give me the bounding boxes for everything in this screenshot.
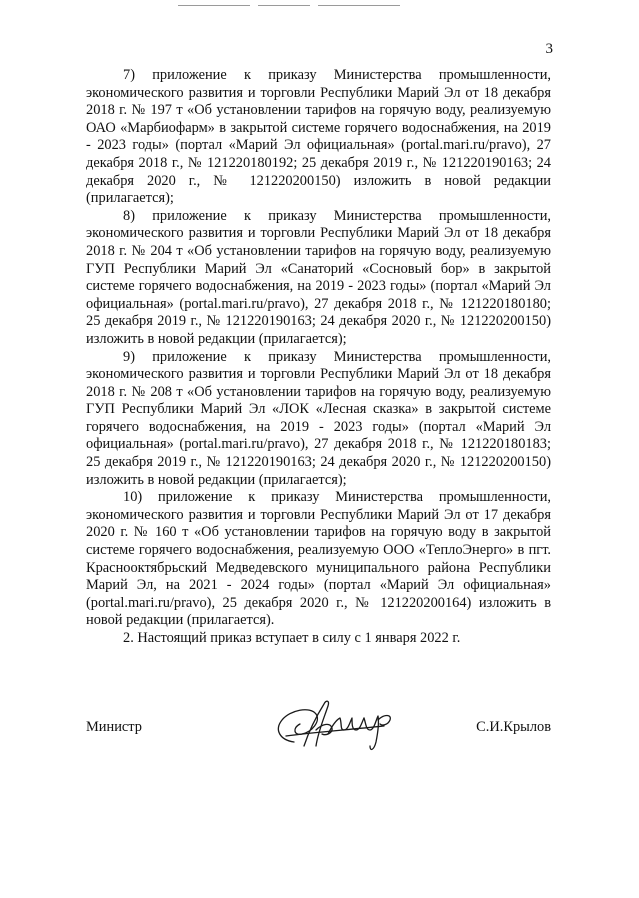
paragraph-item-7: 7) приложение к приказу Министерства промышленности, экономического развития и торговли Республики Марий Эл от 18 декабря 2018 г. № 197 т «Об установлении тарифов на горячую воду, реализуемую ОАО «Марбиофарм» в закрытой системе горячего водоснабжения, на 2019 - 2023 годы» (портал «Марий Эл официальная» (portal.mari.ru/pravo), 27 декабря 2018 г., № 121220180192; 25 декабря 2019 г., № 121220190163; 24 декабря 2020 г., № 121220200150) изложить в новой редакции (прилагается); — [86, 67, 551, 207]
paragraph-item-9: 9) приложение к приказу Министерства промышленности, экономического развития и торговли Республики Марий Эл от 18 декабря 2018 г. № 208 т «Об установлении тарифов на горячую воду, реализуемую ГУП Республики Марий Эл «ЛОК «Лесная сказка» в закрытой системе горячего водоснабжения, на 2019 - 2023 годы» (портал «Марий Эл официальная» (portal.mari.ru/pravo), 27 декабря 2018 г., № 121220180183; 25 декабря 2019 г., № 121220190163; 24 декабря 2020 г., № 121220200150) изложить в новой редакции (прилагается); — [86, 348, 551, 488]
document-body — [86, 67, 551, 648]
paragraph-item-8: 8) приложение к приказу Министерства промышленности, экономического развития и торговли Республики Марий Эл от 18 декабря 2018 г. № 204 т «Об установлении тарифов на горячую воду, реализуемую ГУП Республики Марий Эл «Санаторий «Сосновый бор» в закрытой системе горячего водоснабжения, на 2019 - 2023 годы» (портал «Марий Эл официальная» (portal.mari.ru/pravo), 27 декабря 2018 г., № 121220180180; 25 декабря 2019 г., № 121220190163; 24 декабря 2020 г., № 121220200150) изложить в новой редакции (прилагается); — [86, 207, 551, 347]
paragraph-item-10: 10) приложение к приказу Министерства промышленности, экономического развития и торговли Республики Марий Эл от 17 декабря 2020 г. № 160 т «Об установлении тарифов на горячую воду в закрытой системе горячего водоснабжения, реализуемую ООО «ТеплоЭнерго» в пгт. Краснооктябрьский Медведевского муниципального района Республики Марий Эл, на 2021 - 2024 годы» (портал «Марий Эл официальная» (portal.mari.ru/pravo), 25 декабря 2020 г., № 121220200164) изложить в новой редакции (прилагается). — [86, 489, 551, 629]
page-number: 3 — [545, 41, 553, 57]
handwritten-signature — [266, 690, 406, 760]
signer-title: Министр — [86, 719, 142, 735]
top-scan-line — [258, 5, 310, 6]
top-scan-line — [318, 5, 400, 6]
top-scan-line — [178, 5, 250, 6]
signer-name: С.И.Крылов — [476, 719, 551, 735]
paragraph-effective-date: 2. Настоящий приказ вступает в силу с 1 января 2022 г. — [123, 630, 461, 646]
signature-block — [86, 690, 551, 770]
